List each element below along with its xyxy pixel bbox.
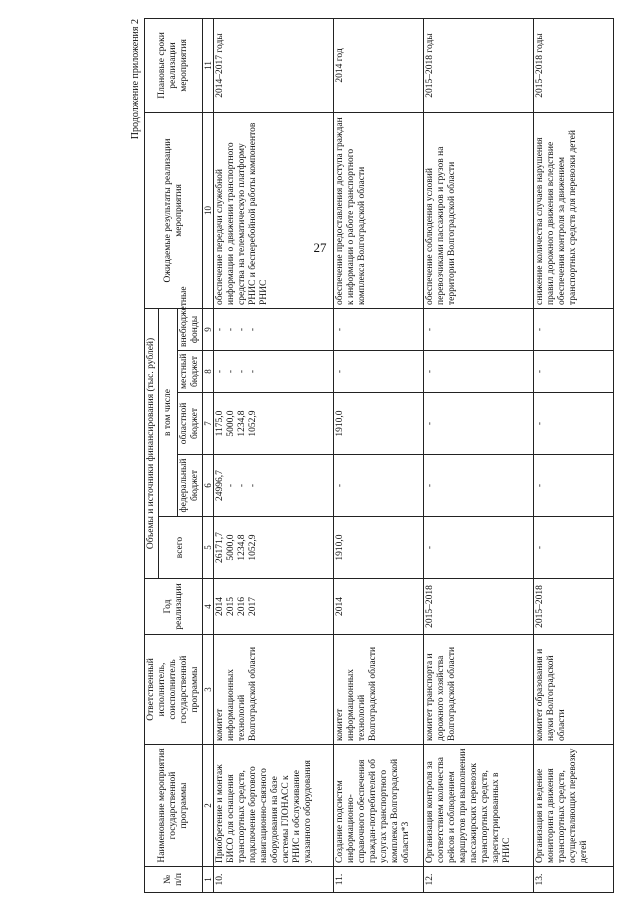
local-value: -: [335, 369, 345, 374]
column-number: 3: [203, 635, 214, 745]
total-cell: [424, 517, 534, 579]
regional-cell: [534, 393, 614, 455]
header-federal: федеральный бюджет: [178, 455, 203, 517]
activity-name: Создание подсистем информационно-справочного обеспечения граждан-потребителей об услугах транспортного комплекса Волгоградской области*3: [334, 745, 424, 867]
year-value: 2015: [226, 597, 236, 616]
continuation-label: Продолжение приложения 2: [130, 19, 141, 140]
year-cell: [334, 579, 424, 635]
planned-term: 2014 год: [334, 18, 424, 112]
extra-value: -: [535, 327, 545, 332]
local-value: -: [248, 369, 258, 374]
local-cell: [334, 351, 424, 393]
executor: комитет транспорта и дорожного хозяйства Волгоградской области: [424, 635, 534, 745]
column-number: 8: [203, 351, 214, 393]
header-financing: Объемы и источники финансирования (тыс. рублей): [145, 308, 159, 578]
header-terms: Плановые сроки реализации мероприятия: [145, 18, 203, 112]
row-number: 11.: [334, 867, 424, 893]
federal-cell: [334, 455, 424, 517]
activity-name: Организация и ведение мониторинга движения транспортных средств, осуществляющих перевозку детей: [534, 745, 614, 867]
column-number: 5: [203, 517, 214, 579]
federal-value: -: [248, 483, 258, 488]
regional-value: 1175,0: [215, 410, 225, 437]
federal-cell: [214, 455, 334, 517]
planned-term: 2014–2017 годы: [214, 18, 334, 112]
table-row: [214, 18, 334, 892]
column-number: 6: [203, 455, 214, 517]
table-row: [424, 18, 534, 892]
year-cell: [424, 579, 534, 635]
regional-cell: [214, 393, 334, 455]
header-including: в том числе: [159, 308, 178, 516]
total-value: 1910,0: [335, 534, 345, 561]
extra-cell: [534, 308, 614, 350]
extra-value: -: [226, 327, 236, 332]
total-value: 1052,9: [248, 534, 258, 561]
activity-name: Приобретение и монтаж БИСО для оснащения транспортных средств, подключение бортового навигационно-связного оборудования на базе системы ГЛОНАСС к РНИС и обслуживание указанного оборудования: [214, 745, 334, 867]
row-number: 10.: [214, 867, 334, 893]
federal-value: -: [237, 483, 247, 488]
local-value: -: [535, 369, 545, 374]
year-cell: [534, 579, 614, 635]
total-value: 26171,7: [215, 532, 225, 563]
column-number: 4: [203, 579, 214, 635]
activity-name: Организация контроля за соответствием количества рейсов и соблюдением маршрутов при выполнении пассажирских перевозок транспортных средств, зарегистрированных в РНИС: [424, 745, 534, 867]
program-table: [144, 18, 614, 893]
federal-value: 24996,7: [215, 470, 225, 501]
year-value: 2014: [335, 597, 345, 616]
total-cell: [214, 517, 334, 579]
year-value: 2015–2018: [425, 585, 435, 628]
local-value: -: [226, 369, 236, 374]
extra-value: -: [425, 327, 435, 332]
total-value: -: [535, 545, 545, 550]
year-value: 2014: [215, 597, 225, 616]
expected-result: обеспечение соблюдения условий перевозчиками пассажиров и грузов на территории Волгоградской области: [424, 112, 534, 308]
rotated-table-sheet: [130, 13, 630, 893]
column-number: 9: [203, 308, 214, 350]
header-results: Ожидаемые результаты реализации мероприятия: [145, 112, 203, 308]
row-number: 12.: [424, 867, 534, 893]
page-number: 27: [313, 240, 327, 255]
total-cell: [334, 517, 424, 579]
regional-cell: [334, 393, 424, 455]
local-value: -: [237, 369, 247, 374]
regional-value: -: [535, 421, 545, 426]
total-value: 5000,0: [226, 534, 236, 561]
header-no: № п/п: [145, 867, 203, 893]
table-row: [334, 18, 424, 892]
year-cell: [214, 579, 334, 635]
column-number: 10: [203, 112, 214, 308]
regional-cell: [424, 393, 534, 455]
extra-cell: [424, 308, 534, 350]
federal-value: -: [335, 483, 345, 488]
executor: комитет информационных технологий Волгоградской области: [334, 635, 424, 745]
total-value: -: [425, 545, 435, 550]
federal-cell: [534, 455, 614, 517]
regional-value: 1234,8: [237, 410, 247, 437]
total-value: 1234,8: [237, 534, 247, 561]
column-number: 11: [203, 18, 214, 112]
local-cell: [534, 351, 614, 393]
expected-result: обеспечение предоставления доступа граждан к информации о работе транспортного комплекса Волгоградской области: [334, 112, 424, 308]
local-value: -: [425, 369, 435, 374]
extra-value: -: [248, 327, 258, 332]
extra-value: -: [215, 327, 225, 332]
regional-value: 1910,0: [335, 410, 345, 437]
regional-value: 1052,9: [248, 410, 258, 437]
regional-value: -: [425, 421, 435, 426]
regional-value: 5000,0: [226, 410, 236, 437]
planned-term: 2015–2018 годы: [424, 18, 534, 112]
header-extrabudget: внебюджетные фонды: [178, 308, 203, 350]
header-regional: областной бюджет: [178, 393, 203, 455]
header-year: Год реализации: [145, 579, 203, 635]
extra-value: -: [237, 327, 247, 332]
column-number: 1: [203, 867, 214, 893]
expected-result: обеспечение передачи служебной информации о движении транспортного средства на телематическую платформу РНИС и бесперебойной работы компонентов РНИС: [214, 112, 334, 308]
federal-value: -: [226, 483, 236, 488]
federal-value: -: [535, 483, 545, 488]
column-number: 7: [203, 393, 214, 455]
federal-value: -: [425, 483, 435, 488]
year-value: 2016: [237, 597, 247, 616]
header-name: Наименование мероприятия государственной программы: [145, 745, 203, 867]
year-value: 2015–2018: [535, 585, 545, 628]
local-value: -: [215, 369, 225, 374]
header-executor: Ответственный исполнитель, соисполнитель государственной программы: [145, 635, 203, 745]
planned-term: 2015–2018 годы: [534, 18, 614, 112]
executor: комитет информационных технологий Волгоградской области: [214, 635, 334, 745]
header-total: всего: [159, 517, 203, 579]
year-value: 2017: [248, 597, 258, 616]
local-cell: [214, 351, 334, 393]
row-number: 13.: [534, 867, 614, 893]
extra-cell: [334, 308, 424, 350]
extra-value: -: [335, 327, 345, 332]
executor: комитет образования и науки Волгоградской области: [534, 635, 614, 745]
total-cell: [534, 517, 614, 579]
extra-cell: [214, 308, 334, 350]
expected-result: снижение количества случаев нарушения правил дорожного движения вследствие обеспечения контроля за движением транспортных средств для перевозки детей: [534, 112, 614, 308]
federal-cell: [424, 455, 534, 517]
local-cell: [424, 351, 534, 393]
header-local: местный бюджет: [178, 351, 203, 393]
table-row: [534, 18, 614, 892]
column-number: 2: [203, 745, 214, 867]
